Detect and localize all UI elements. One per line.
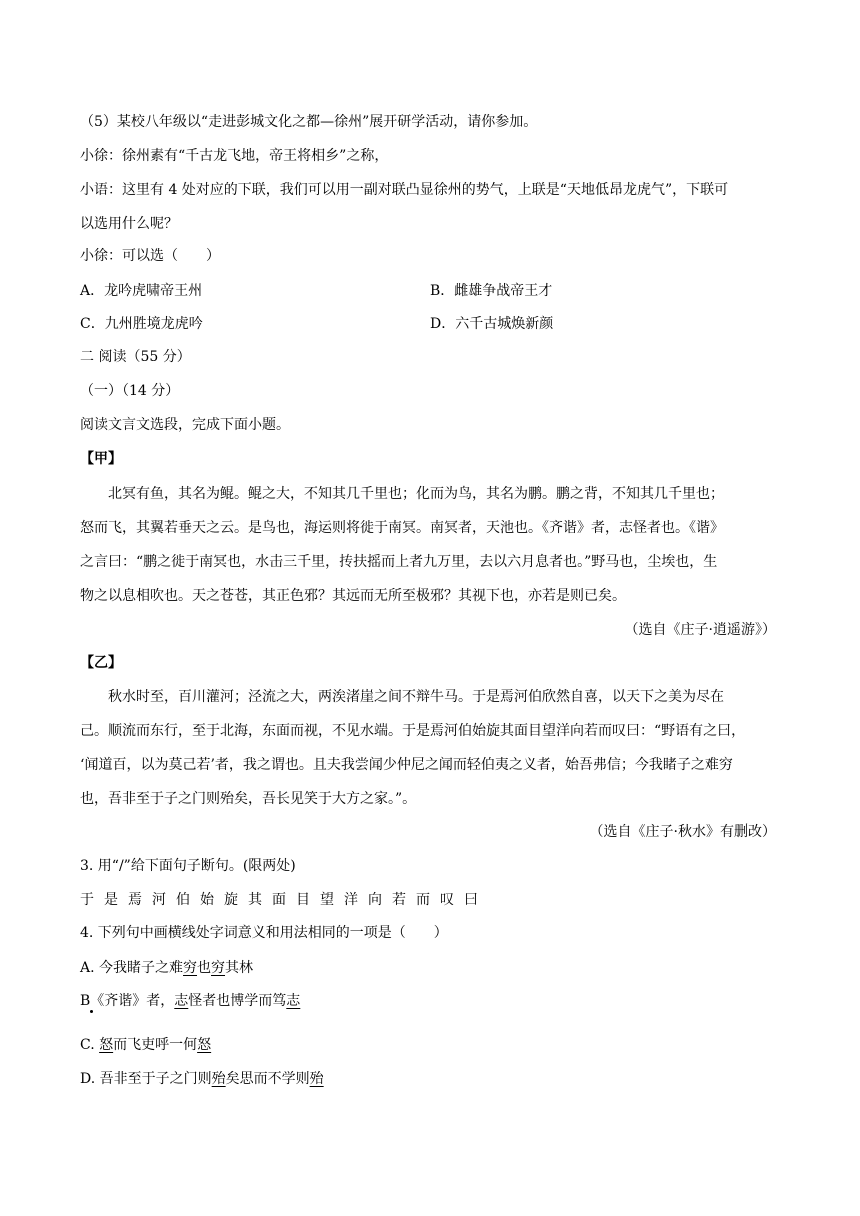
- passage-yi-source: （选自《庄子·秋水》有删改）: [589, 824, 776, 840]
- q4-option-d-text: D. 吾非至于子之门则: [80, 1071, 212, 1087]
- q4-option-a: [80, 958, 253, 978]
- underlined-word: 志: [286, 993, 301, 1009]
- q4-option-b-text: B《齐谐》者，: [80, 993, 175, 1009]
- section-title: 二 阅读（55 分）: [80, 349, 191, 365]
- passage-jia-source: （选自《庄子·逍遥游》）: [624, 622, 776, 638]
- q4-option-a-text: 其林: [225, 960, 254, 976]
- q5-xiaoxu-answer-line: 小徐：可以选（ ）: [80, 248, 220, 264]
- passage-jia-line: 怒而飞，其翼若垂天之云。是鸟也，海运则将徙于南冥。南冥者，天池也。《齐谐》者，志怪者也。《谐》: [80, 520, 724, 536]
- underlined-word: 殆: [211, 1071, 226, 1087]
- q4-option-c: [80, 1035, 211, 1055]
- q5-xiaoyu-line-2: 以选用什么呢？: [80, 216, 178, 232]
- q4-option-d-text: 矣思而不学则: [225, 1071, 310, 1087]
- q4-option-b: [80, 991, 300, 1011]
- underlined-word: 穷: [183, 960, 198, 976]
- q5-option-a: A．龙吟虎啸帝王州: [80, 283, 203, 299]
- underlined-word: 殆: [309, 1071, 324, 1087]
- passage-yi-line: ‘闻道百，以为莫己若’者，我之谓也。且夫我尝闻少仲尼之闻而轻伯夷之义者，始吾弗信；今我睹子之难穷: [80, 757, 733, 773]
- emphasis-dot: [90, 1010, 93, 1013]
- q5-xiaoxu-line: 小徐：徐州素有“千古龙飞地，帝王将相乡”之称，: [80, 148, 389, 164]
- q4-option-a-text: 也: [197, 960, 212, 976]
- q4-option-a-text: A. 今我睹子之难: [80, 960, 184, 976]
- passage-jia-line: 物之以息相吹也。天之苍苍，其正色邪？其远而无所至极邪？其视下也，亦若是则已矣。: [80, 588, 626, 604]
- passage-yi-label: 【乙】: [80, 655, 122, 671]
- passage-jia-line: 北冥有鱼，其名为鲲。鲲之大，不知其几千里也；化而为鸟，其名为鹏。鹏之背，不知其几千里也；: [108, 486, 724, 502]
- subsection-title: （一）（14 分）: [80, 383, 180, 399]
- q4-option-c-text: C.: [80, 1037, 100, 1053]
- q4-option-c-text: 而飞吏呼一何: [113, 1037, 198, 1053]
- q5-option-b: B．雌雄争战帝王才: [430, 283, 553, 299]
- q4-option-b-text: 怪者也博学而笃: [188, 993, 287, 1009]
- q3-prompt: 3. 用“/”给下面句子断句。(限两处): [80, 858, 296, 874]
- q5-option-c: C．九州胜境龙虎吟: [80, 316, 203, 332]
- passage-yi-line: 秋水时至，百川灌河；泾流之大，两涘渚崖之间不辩牛马。于是焉河伯欣然自喜，以天下之美为尽在: [108, 689, 724, 705]
- passage-yi-line: 也，吾非至于子之门则殆矣，吾长见笑于大方之家。”。: [80, 791, 417, 807]
- q4-prompt: 4. 下列句中画横线处字词意义和用法相同的一项是（ ）: [80, 925, 448, 941]
- underlined-word: 怒: [197, 1037, 212, 1053]
- underlined-word: 穷: [211, 960, 226, 976]
- passage-jia-label: 【甲】: [80, 451, 122, 467]
- underlined-word: 志: [174, 993, 189, 1009]
- q3-sentence: 于是焉河伯始旋其面目望洋向若而叹曰: [80, 892, 488, 908]
- passage-jia-line: 之言曰：“鹏之徙于南冥也，水击三千里，抟扶摇而上者九万里，去以六月息者也。”野马也，尘埃也，生: [80, 554, 718, 570]
- passage-yi-line: 己。顺流而东行，至于北海，东面而视，不见水端。于是焉河伯始旋其面目望洋向若而叹曰：“野语有之曰，: [80, 723, 746, 739]
- q4-option-d: [80, 1069, 324, 1089]
- q5-xiaoyu-line-1: 小语：这里有 4 处对应的下联，我们可以用一副对联凸显徐州的势气，上联是“天地低昂龙虎气”，下联可: [80, 182, 729, 198]
- q5-intro: （5）某校八年级以“走进彭城文化之都—徐州”展开研学活动，请你参加。: [80, 114, 538, 130]
- q5-option-d: D．六千古城焕新颜: [430, 316, 554, 332]
- underlined-word: 怒: [99, 1037, 114, 1053]
- reading-instruction: 阅读文言文选段，完成下面小题。: [80, 417, 290, 433]
